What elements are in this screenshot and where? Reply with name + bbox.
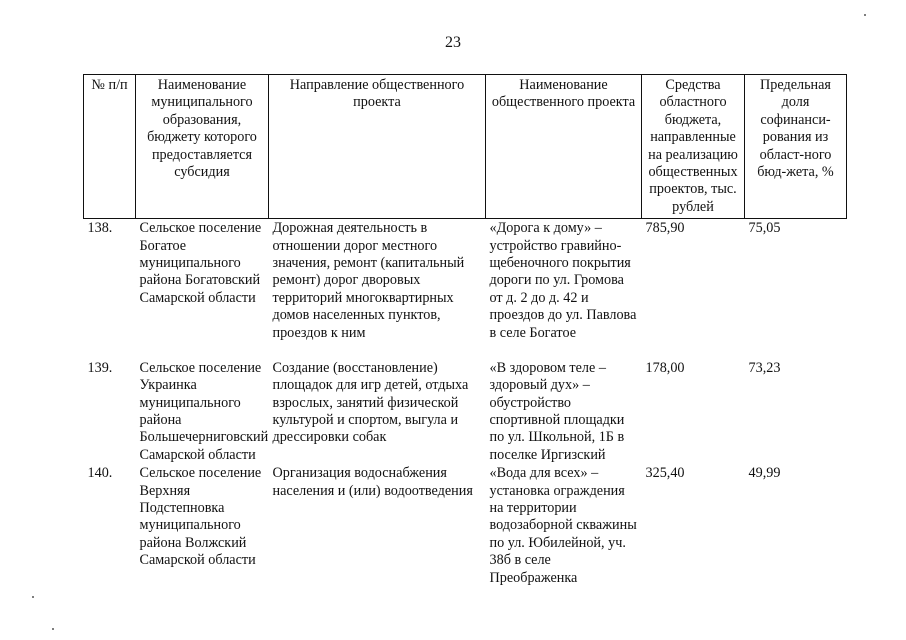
table-row [84, 464, 847, 587]
row-municipality: Сельское поселение Верхняя Подстепновка муниципального района Волжский Самарской области [139, 465, 262, 569]
row-direction: Дорожная деятельность в отношении дорог местного значения, ремонт (капитальный ремонт) дорог дворовых территорий многоквартирных домов населенных пунктов, проездов к ним [272, 220, 465, 341]
row-share: 49,99 [748, 465, 781, 482]
row-direction: Создание (восстановление) площадок для игр детей, отдыха взрослых, занятий физической культурой и спортом, выгула и дрессировки собак [272, 359, 469, 446]
row-project: «Вода для всех» – установка ограждения на территории водозаборной скважины по ул. Юбилейной, уч. 38б в селе Преображенка [489, 465, 637, 586]
row-number: 139. [87, 359, 113, 376]
table-row [84, 359, 847, 464]
row-funds: 325,40 [645, 465, 685, 482]
row-municipality: Сельское поселение Богатое муниципального района Богатовский Самарской области [139, 220, 262, 306]
row-project: «В здоровом теле – здоровый дух» – обустройство спортивной площадки по ул. Школьной, 1Б в поселке Иргизский [489, 359, 625, 463]
scan-speck [52, 628, 54, 630]
header-funds: Средства областного бюджета, направленные на реализацию общественных проектов, тыс. рублей [642, 75, 745, 219]
row-funds: 785,90 [645, 220, 685, 237]
row-direction: Организация водоснабжения населения и (или) водоотведения [272, 465, 473, 499]
header-direction: Направление общественного проекта [269, 75, 486, 219]
row-share: 73,23 [748, 359, 781, 376]
scan-speck [32, 596, 34, 598]
scan-speck [864, 14, 866, 16]
header-number: № п/п [84, 75, 136, 219]
header-municipality: Наименование муниципального образования, бюджету которого предоставляется субсидия [136, 75, 269, 219]
header-project: Наименование общественного проекта [486, 75, 642, 219]
row-funds: 178,00 [645, 359, 685, 376]
table-row [84, 219, 847, 359]
table-header-row [84, 75, 847, 219]
row-municipality: Сельское поселение Украинка муниципального района Большечерниговский Самарской области [139, 359, 269, 463]
subsidy-table [83, 74, 847, 587]
row-number: 138. [87, 220, 113, 237]
row-number: 140. [87, 465, 113, 482]
page-number: 23 [445, 34, 461, 51]
row-project: «Дорога к дому» – устройство гравийно-щебеночного покрытия дороги по ул. Громова от д. 2 до д. 42 и проездов до ул. Павлова в селе Богатое [489, 220, 637, 341]
row-share: 75,05 [748, 220, 781, 237]
header-share: Предельная доля софинанси-рования из област-ного бюд-жета, % [745, 75, 847, 219]
